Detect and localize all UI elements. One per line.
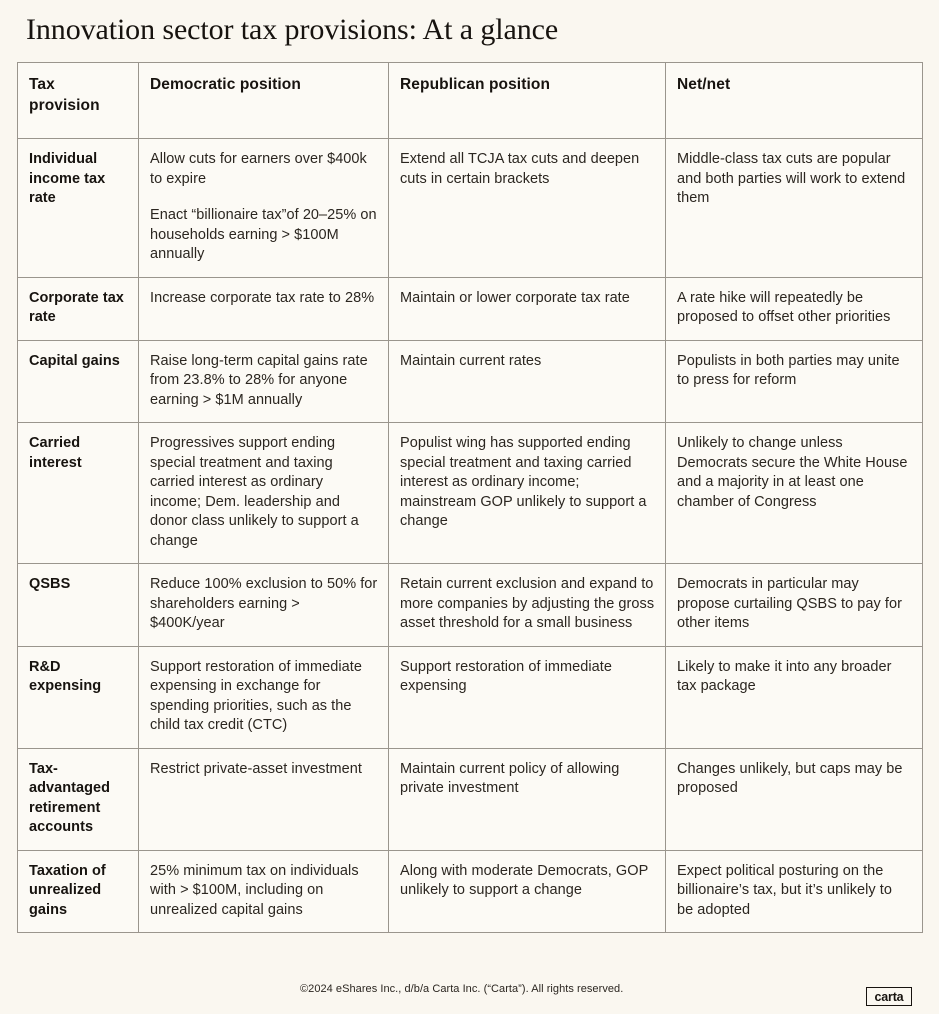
row-republican-position: Support restoration of immediate expensing xyxy=(389,646,666,748)
table-row xyxy=(18,748,923,850)
footer xyxy=(0,982,939,1014)
row-republican-position: Maintain current rates xyxy=(389,340,666,423)
row-net-net: A rate hike will repeatedly be proposed to offset other priorities xyxy=(666,277,923,340)
row-net-net: Unlikely to change unless Democrats secure the White House and a majority in at least one chamber of Congress xyxy=(666,423,923,564)
row-democratic-position: Reduce 100% exclusion to 50% for shareholders earning > $400K/year xyxy=(139,564,389,647)
row-democratic-position: Support restoration of immediate expensing in exchange for spending priorities, such as the child tax credit (CTC) xyxy=(139,646,389,748)
table-row xyxy=(18,423,923,564)
row-democratic-position: Raise long-term capital gains rate from 23.8% to 28% for anyone earning > $1M annually xyxy=(139,340,389,423)
row-provision-label: Capital gains xyxy=(18,340,139,423)
row-provision-label: Carried interest xyxy=(18,423,139,564)
row-republican-position: Along with moderate Democrats, GOP unlikely to support a change xyxy=(389,850,666,933)
row-democratic-position: 25% minimum tax on individuals with > $100M, including on unrealized capital gains xyxy=(139,850,389,933)
paragraph: Enact “billionaire tax”of 20–25% on households earning > $100M annually xyxy=(150,207,377,262)
table-row xyxy=(18,850,923,933)
row-net-net: Populists in both parties may unite to press for reform xyxy=(666,340,923,423)
row-net-net: Expect political posturing on the billionaire’s tax, but it’s unlikely to be adopted xyxy=(666,850,923,933)
row-democratic-position xyxy=(139,139,389,278)
row-republican-position: Maintain or lower corporate tax rate xyxy=(389,277,666,340)
row-net-net: Likely to make it into any broader tax package xyxy=(666,646,923,748)
tax-provisions-table-wrapper xyxy=(17,62,922,933)
table-row xyxy=(18,277,923,340)
table-header-row xyxy=(18,63,923,139)
table-row xyxy=(18,139,923,278)
column-header-republican-position: Republican position xyxy=(389,63,666,139)
row-provision-label: R&D expensing xyxy=(18,646,139,748)
row-republican-position: Maintain current policy of allowing private investment xyxy=(389,748,666,850)
row-provision-label: Individual income tax rate xyxy=(18,139,139,278)
page-title: Innovation sector tax provisions: At a glance xyxy=(26,13,559,46)
column-header-democratic-position: Democratic position xyxy=(139,63,389,139)
row-democratic-position: Increase corporate tax rate to 28% xyxy=(139,277,389,340)
row-republican-position: Extend all TCJA tax cuts and deepen cuts in certain brackets xyxy=(389,139,666,278)
table-row xyxy=(18,646,923,748)
row-net-net: Middle-class tax cuts are popular and both parties will work to extend them xyxy=(666,139,923,278)
column-header-tax-provision: Tax provision xyxy=(18,63,139,139)
row-provision-label: Corporate tax rate xyxy=(18,277,139,340)
table-row xyxy=(18,340,923,423)
row-provision-label: Tax-advantaged retirement accounts xyxy=(18,748,139,850)
carta-logo-text: carta xyxy=(874,989,904,1004)
row-democratic-position: Restrict private-asset investment xyxy=(139,748,389,850)
copyright-text: ©2024 eShares Inc., d/b/a Carta Inc. (“Carta”). All rights reserved. xyxy=(300,983,624,995)
tax-provisions-table xyxy=(17,62,923,933)
row-republican-position: Retain current exclusion and expand to more companies by adjusting the gross asset threshold for a small business xyxy=(389,564,666,647)
row-provision-label: Taxation of unrealized gains xyxy=(18,850,139,933)
column-header-net-net: Net/net xyxy=(666,63,923,139)
row-provision-label: QSBS xyxy=(18,564,139,647)
row-republican-position: Populist wing has supported ending special treatment and taxing carried interest as ordinary income; mainstream GOP unlikely to support a change xyxy=(389,423,666,564)
table-row xyxy=(18,564,923,647)
row-net-net: Changes unlikely, but caps may be proposed xyxy=(666,748,923,850)
carta-logo xyxy=(866,987,912,1006)
paragraph: Allow cuts for earners over $400k to expire xyxy=(150,151,367,187)
row-net-net: Democrats in particular may propose curtailing QSBS to pay for other items xyxy=(666,564,923,647)
row-democratic-position: Progressives support ending special treatment and taxing carried interest as ordinary income; Dem. leadership and donor class unlikely to support a change xyxy=(139,423,389,564)
